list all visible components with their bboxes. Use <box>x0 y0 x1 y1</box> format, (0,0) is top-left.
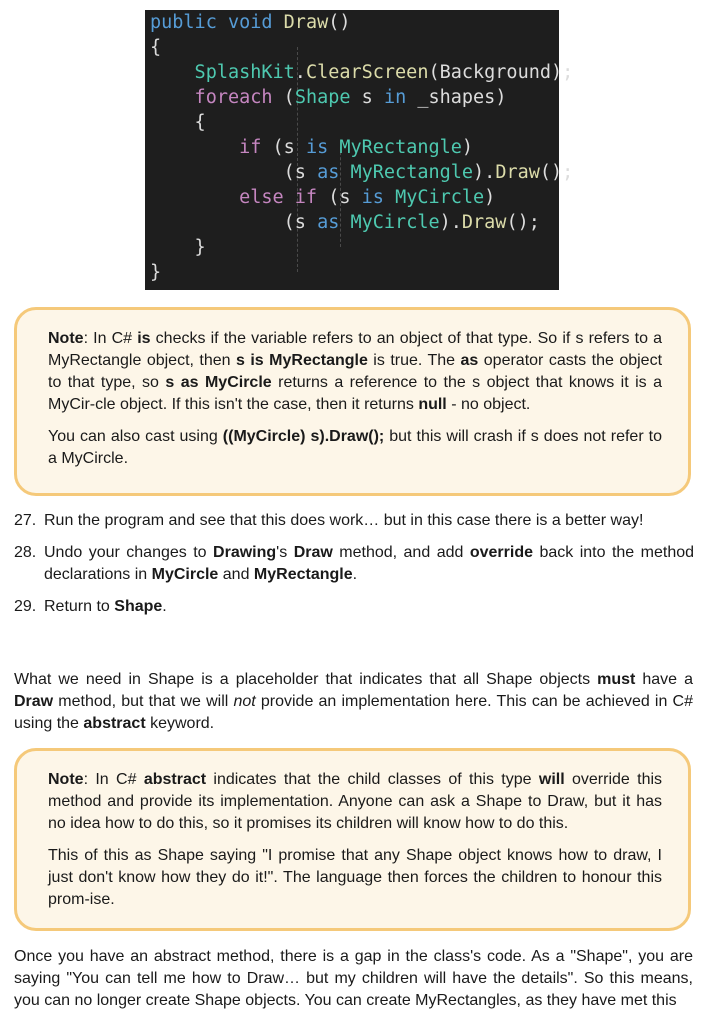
code-token <box>339 162 350 183</box>
list-number: 29. <box>14 598 37 615</box>
code-line <box>150 185 495 210</box>
code-token: ) <box>484 187 496 208</box>
text-run: - no object. <box>446 396 531 413</box>
code-token: MyRectangle <box>350 162 474 183</box>
bold-text: Note <box>48 330 84 347</box>
note-box <box>14 748 691 931</box>
note-paragraph <box>48 426 662 470</box>
numbered-steps <box>14 510 694 628</box>
text-run: 's <box>276 544 294 561</box>
bold-text: Note <box>48 771 84 788</box>
body-paragraph <box>14 669 693 735</box>
text-run: . <box>162 598 167 615</box>
note-paragraph <box>48 845 662 911</box>
bold-text: Draw <box>293 544 333 561</box>
code-token: is <box>361 187 384 208</box>
bold-text: Draw <box>14 693 54 710</box>
text-run: : In C# <box>83 771 144 788</box>
bold-text: MyCircle <box>151 566 219 583</box>
code-token: (s <box>150 212 318 233</box>
text-run: This of this as Shape saying "I promise that any Shape object knows how to draw, I just don't know how they do it!". The language then forces the children to honour this prom-ise. <box>48 847 662 908</box>
note-paragraph <box>48 769 662 835</box>
bold-text: must <box>597 671 636 688</box>
code-line <box>150 60 573 85</box>
code-token: as <box>317 162 340 183</box>
code-token: ) <box>461 137 474 158</box>
code-token: Draw <box>495 162 540 183</box>
code-line <box>150 235 206 260</box>
code-token: ). <box>439 212 462 233</box>
body-paragraph <box>14 946 693 1012</box>
bold-text: null <box>418 396 447 413</box>
code-line <box>150 210 540 235</box>
bold-text: abstract <box>83 715 146 732</box>
list-text <box>44 596 694 618</box>
code-token <box>339 212 350 233</box>
list-number: 27. <box>14 512 37 529</box>
code-token: SplashKit <box>150 62 295 83</box>
code-token: foreach <box>150 87 273 108</box>
text-run: back into the method declarations in <box>44 544 695 583</box>
code-token: in <box>383 87 407 108</box>
list-text <box>44 542 694 586</box>
code-token: _shapes) <box>406 87 507 108</box>
bold-text: ((MyCircle) s).Draw(); <box>222 428 385 445</box>
text-run: operator casts the object to that type, so <box>48 352 663 391</box>
text-run: but this will crash if s does not refer to a MyCircle. <box>48 428 662 467</box>
bold-text: override <box>469 544 533 561</box>
code-line <box>150 260 161 285</box>
list-item <box>14 542 694 586</box>
code-token: } <box>150 262 162 283</box>
code-token: MyRectangle <box>339 137 462 158</box>
code-token: else if <box>150 187 318 208</box>
list-item <box>14 510 694 532</box>
code-token: s <box>350 87 384 108</box>
code-token: as <box>317 212 340 233</box>
text-run: . <box>352 566 358 583</box>
code-token: MyCircle <box>350 212 440 233</box>
code-token: Shape <box>294 87 351 108</box>
code-token <box>328 137 339 158</box>
code-line <box>150 110 206 135</box>
text-run: Once you have an abstract method, there is a gap in the class's code. As a "Shape", you are saying "You can tell me how to Draw… but my children will have the details". So this means, you can no longer create Shape objects. You can create MyRectangles, as they have met this <box>14 948 693 1009</box>
list-text <box>44 510 694 532</box>
code-token: (); <box>506 212 540 233</box>
text-run: provide an implementation here. This can be achieved in C# using the <box>14 693 693 732</box>
note-box <box>14 307 691 496</box>
list-number: 28. <box>14 544 37 561</box>
bold-text: will <box>538 771 565 788</box>
text-run: Return to <box>44 598 115 615</box>
code-line <box>150 135 473 160</box>
code-token: is <box>305 137 329 158</box>
bold-text: s is MyRectangle <box>236 352 368 369</box>
bold-text: Shape <box>114 598 163 615</box>
code-token: Draw <box>283 12 329 33</box>
code-token: (s <box>261 137 306 158</box>
code-block <box>145 10 574 290</box>
italic-text: not <box>233 693 256 710</box>
code-token: () <box>328 12 351 33</box>
code-token: void <box>227 12 284 33</box>
text-run: method, but that we will <box>53 693 234 710</box>
code-token: { <box>150 112 206 133</box>
text-run: What we need in Shape is a placeholder that indicates that all Shape objects <box>14 671 598 688</box>
list-item <box>14 596 694 618</box>
bold-text: s as MyCircle <box>165 374 272 391</box>
code-token: Draw <box>461 212 507 233</box>
bold-text: Drawing <box>213 544 277 561</box>
bold-text: as <box>460 352 479 369</box>
text-run: override this method and provide its implementation. Anyone can ask a Shape to Draw, but it has no idea how to do this, so it promises its children will know how to do this. <box>48 771 663 832</box>
code-token: (); <box>539 162 574 183</box>
text-run: You can also cast using <box>48 428 223 445</box>
code-token: ClearScreen <box>305 62 429 83</box>
code-token: if <box>150 137 262 158</box>
code-line <box>150 160 573 185</box>
text-run: checks if the variable refers to an object of that type. So if s refers to a MyRectangle object, then <box>48 330 662 369</box>
text-run: method, and add <box>332 544 470 561</box>
code-token: ). <box>473 162 496 183</box>
code-line <box>150 85 506 110</box>
code-line <box>150 35 161 60</box>
code-token: (s <box>150 162 318 183</box>
bold-text: abstract <box>143 771 207 788</box>
text-run: Undo your changes to <box>44 544 214 561</box>
code-token: (Background); <box>428 62 574 83</box>
text-run: is true. The <box>367 352 461 369</box>
text-run: indicates that the child classes of this type <box>206 771 539 788</box>
code-token: { <box>150 37 162 58</box>
text-run: keyword. <box>145 715 215 732</box>
code-token: ( <box>272 87 295 108</box>
text-run: and <box>218 566 254 583</box>
bold-text: is <box>137 330 151 347</box>
text-run: have a <box>635 671 694 688</box>
code-line <box>150 10 351 35</box>
code-token <box>384 187 395 208</box>
code-token: } <box>150 237 206 258</box>
text-run: Run the program and see that this does work… but in this case there is a better way! <box>44 512 644 529</box>
code-token: MyCircle <box>395 187 485 208</box>
code-token: . <box>294 62 306 83</box>
text-run: : In C# <box>83 330 138 347</box>
text-run: returns a reference to the s object that knows it is a MyCir-cle object. If this isn't the case, then it returns <box>48 374 663 413</box>
bold-text: MyRectangle <box>253 566 353 583</box>
code-token: public <box>150 12 228 33</box>
code-token: (s <box>317 187 362 208</box>
note-paragraph <box>48 328 662 416</box>
